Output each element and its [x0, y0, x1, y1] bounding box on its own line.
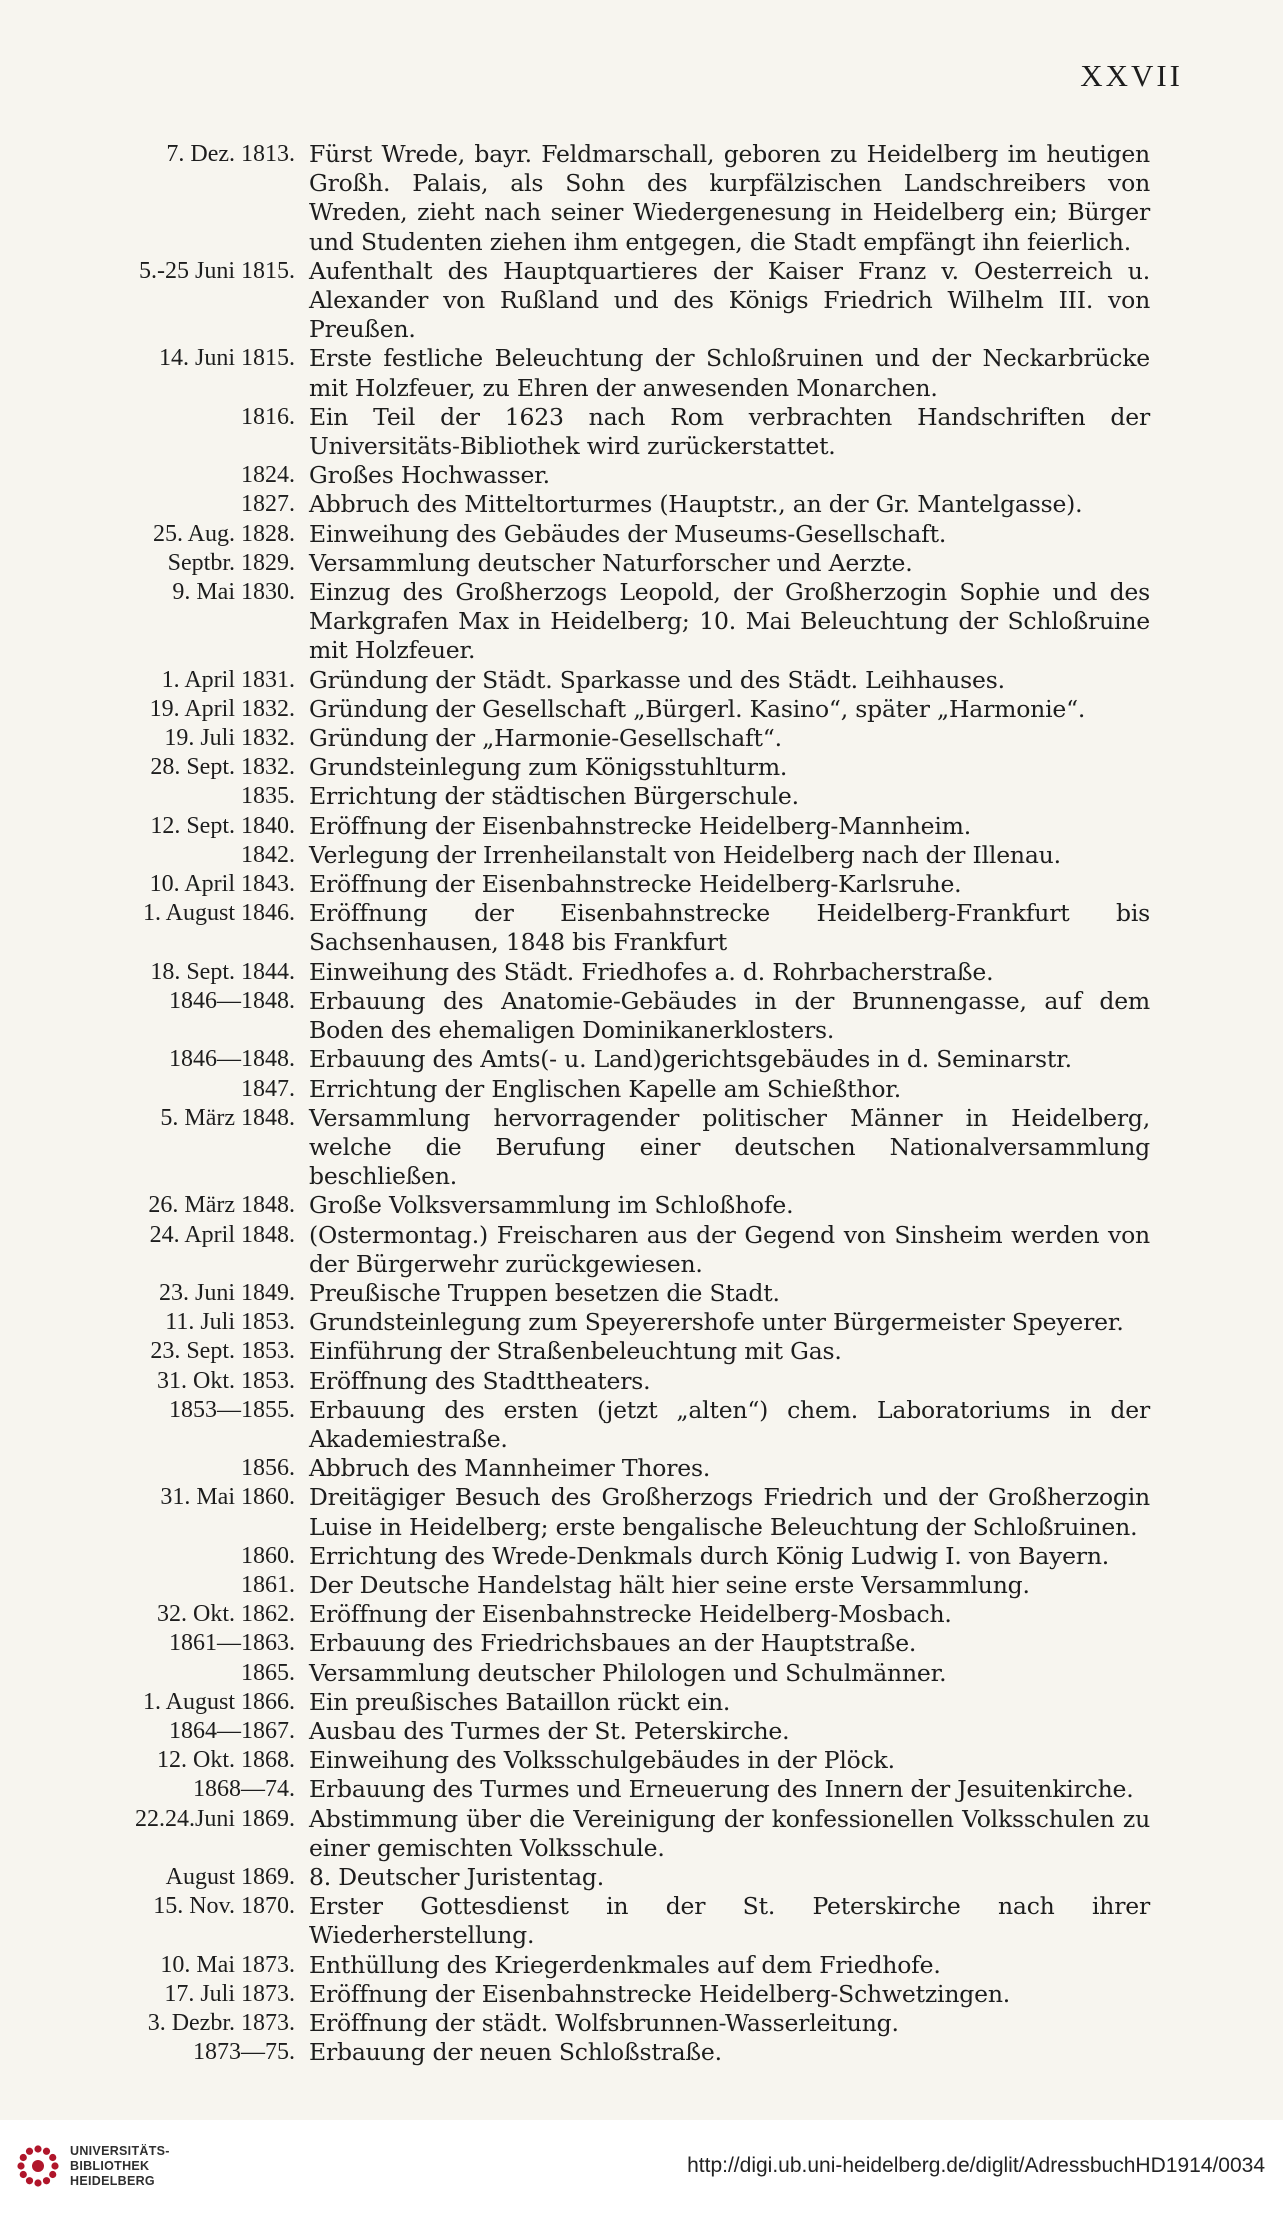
chronicle-entry: [60, 987, 1150, 1045]
entry-date: 1846—1848.: [169, 1046, 295, 1073]
entry-text: Eröffnung der Eisenbahnstrecke Heidelberg-Mosbach.: [309, 1600, 952, 1629]
chronicle-entry: [60, 1863, 1150, 1892]
entry-date: 10. April 1843.: [149, 871, 295, 898]
entry-text: Erbauung der neuen Schloßstraße.: [309, 2038, 722, 2067]
chronicle-entry: [60, 1279, 1150, 1308]
entry-date: 22.24.Juni 1869.: [134, 1805, 295, 1832]
chronicle-entry: [60, 1980, 1150, 2009]
entry-date: 12. Okt. 1868.: [157, 1747, 295, 1774]
entry-text: Einweihung des Volksschulgebäudes in der Plöck.: [309, 1746, 895, 1775]
entry-date: 1835.: [241, 783, 295, 810]
chronicle-entry: [60, 1805, 1150, 1863]
entry-date: 19. April 1832.: [149, 695, 295, 722]
entry-date: 1864—1867.: [169, 1717, 295, 1744]
entry-date: 18. Sept. 1844.: [150, 958, 295, 985]
entry-text: Errichtung der Englischen Kapelle am Schießthor.: [309, 1074, 902, 1103]
entry-date: 1847.: [241, 1075, 295, 1102]
entry-date: 17. Juli 1873.: [164, 1980, 295, 2007]
entry-text: Versammlung deutscher Philologen und Schulmänner.: [309, 1658, 947, 1687]
chronicle-entry: [60, 1659, 1150, 1688]
entry-text: Erster Gottesdienst in der St. Peterskirche nach ihrer Wiederherstellung.: [309, 1892, 1150, 1950]
logo-dot: [49, 2171, 56, 2178]
chronicle-entry: [60, 1191, 1150, 1220]
entry-text: Errichtung des Wrede-Denkmals durch König Ludwig I. von Bayern.: [309, 1541, 1110, 1570]
entry-text: Erbauung des Amts(- u. Land)gerichtsgebäudes in d. Seminarstr.: [309, 1045, 1072, 1074]
entry-date: 1868—74.: [193, 1776, 295, 1803]
chronicle-entry: [60, 1688, 1150, 1717]
entry-text: Versammlung deutscher Naturforscher und Aerzte.: [309, 548, 913, 577]
entry-date: 5. März 1848.: [160, 1104, 295, 1131]
chronicle-entry: [60, 1337, 1150, 1366]
chronicle-entry: [60, 1746, 1150, 1775]
chronicle-entry: [60, 1308, 1150, 1337]
chronicle-entry: [60, 695, 1150, 724]
logo-dot: [51, 2162, 58, 2169]
entry-text: Erbauung des Friedrichsbaues an der Hauptstraße.: [309, 1629, 917, 1658]
entry-text: Erbauung des Anatomie-Gebäudes in der Brunnengasse, auf dem Boden des ehemaligen Dominikanerklosters.: [309, 986, 1150, 1045]
entry-date: 23. Juni 1849.: [158, 1279, 295, 1306]
chronicle-entry: [60, 1542, 1150, 1571]
entry-date: 1853—1855.: [169, 1396, 295, 1423]
page-number: XXVII: [1080, 58, 1183, 93]
entry-date: 9. Mai 1830.: [172, 579, 295, 606]
chronicle-entry: [60, 1600, 1150, 1629]
entry-text: Abstimmung über die Vereinigung der konfessionellen Volksschulen zu einer gemischten Volksschule.: [309, 1804, 1150, 1862]
entry-text: Errichtung der städtischen Bürgerschule.: [309, 782, 799, 811]
entry-text: Gründung der Gesellschaft „Bürgerl. Kasino“, später „Harmonie“.: [309, 694, 1086, 723]
logo-dot: [17, 2162, 24, 2169]
entry-text: Einweihung des Städt. Friedhofes a. d. Rohrbacherstraße.: [309, 957, 994, 986]
entry-date: 1. August 1866.: [142, 1688, 295, 1715]
entry-text: Eröffnung der Eisenbahnstrecke Heidelberg-Karlsruhe.: [309, 870, 962, 899]
library-logo-icon: [14, 2142, 62, 2190]
entry-date: 7. Dez. 1813.: [166, 141, 295, 167]
chronicle-entry: [60, 2009, 1150, 2038]
entry-date: 23. Sept. 1853.: [150, 1338, 295, 1365]
entry-text: Erbauung des ersten (jetzt „alten“) chem. Laboratoriums in der Akademiestraße.: [309, 1395, 1150, 1453]
chronicle-entry: [60, 724, 1150, 753]
entry-date: 1842.: [241, 841, 295, 868]
footer: [0, 2120, 1283, 2214]
entry-date: 25. Aug. 1828.: [152, 520, 295, 547]
chronicle-entry: [60, 578, 1150, 666]
chronicle-entry: [60, 257, 1150, 345]
chronicle-entry: [60, 666, 1150, 695]
entry-text: Preußische Truppen besetzen die Stadt.: [309, 1278, 780, 1307]
logo-dot: [43, 2177, 50, 2184]
entry-text: Großes Hochwasser.: [309, 461, 550, 490]
logo-dot: [26, 2177, 33, 2184]
entry-text: Eröffnung der Eisenbahnstrecke Heidelberg-Frankfurt bis Sachsenhausen, 1848 bis Frankfurt: [309, 899, 1150, 957]
entry-text: Erste festliche Beleuchtung der Schloßruinen und der Neckarbrücke mit Holzfeuer, zu Ehren der anwesenden Monarchen.: [309, 344, 1150, 402]
entry-date: 1827.: [241, 491, 295, 518]
logo-dot: [34, 2145, 41, 2152]
entry-date: 26. März 1848.: [148, 1192, 295, 1219]
entry-date: 1873—75.: [193, 2039, 295, 2066]
entry-text: Abbruch des Mannheimer Thores.: [309, 1454, 711, 1483]
entry-text: Eröffnung der städt. Wolfsbrunnen-Wasserleitung.: [309, 2009, 899, 2037]
entry-date: August 1869.: [165, 1863, 295, 1890]
entry-date: 28. Sept. 1832.: [150, 754, 295, 781]
chronicle-entry: [60, 1396, 1150, 1454]
entry-date: 11. Juli 1853.: [165, 1309, 295, 1336]
entry-date: 3. Dezbr. 1873.: [147, 2010, 295, 2036]
entry-text: Einführung der Straßenbeleuchtung mit Gas.: [309, 1337, 842, 1366]
chronicle-entry: [60, 782, 1150, 811]
library-name-line: UNIVERSITÄTS-: [70, 2144, 170, 2158]
entry-date: 24. April 1848.: [149, 1221, 295, 1248]
entry-text: Fürst Wrede, bayr. Feldmarschall, geboren zu Heidelberg im heutigen Großh. Palais, als Sohn des kurpfälzischen Landschreibers von Wreden, zieht nach seiner Wiedergenesung in Heidelberg ein; Bürger und Studenten ziehen ihm entgegen, die Stadt empfängt ihn feierlich.: [309, 140, 1150, 256]
entry-date: 31. Mai 1860.: [160, 1484, 295, 1511]
chronicle-entry: [60, 1075, 1150, 1104]
entry-text: Der Deutsche Handelstag hält hier seine erste Versammlung.: [309, 1570, 1030, 1599]
logo-dot: [20, 2154, 27, 2161]
entry-date: 1856.: [241, 1455, 295, 1482]
entry-text: (Ostermontag.) Freischaren aus der Gegend von Sinsheim werden von der Bürgerwehr zurückgewiesen.: [309, 1220, 1150, 1278]
entry-text: Einweihung des Gebäudes der Museums-Gesellschaft.: [309, 519, 947, 548]
source-url-link[interactable]: http://digi.ub.uni-heidelberg.de/diglit/AdressbuchHD1914/0034: [687, 2154, 1265, 2177]
entry-date: 1824.: [241, 462, 295, 489]
logo-center-dot: [32, 2160, 44, 2172]
entry-text: Eröffnung der Eisenbahnstrecke Heidelberg-Schwetzingen.: [309, 1979, 1011, 2008]
library-name-line: HEIDELBERG: [70, 2174, 155, 2188]
chronicle-entry: [60, 812, 1150, 841]
chronicle-entry: [60, 344, 1150, 402]
entry-text: Eröffnung des Stadttheaters.: [309, 1366, 651, 1395]
entry-date: 31. Okt. 1853.: [157, 1367, 295, 1394]
chronicle-entry: [60, 753, 1150, 782]
logo-dot: [43, 2148, 50, 2155]
chronicle-entry: [60, 1629, 1150, 1658]
logo-dot: [20, 2171, 27, 2178]
entry-date: 1846—1848.: [169, 987, 295, 1014]
entry-date: 1. August 1846.: [142, 900, 295, 927]
entry-date: 14. Juni 1815.: [158, 345, 295, 372]
chronicle-entry: [60, 403, 1150, 461]
entry-date: 1861.: [241, 1571, 295, 1598]
chronicle-entry: [60, 2038, 1150, 2067]
entry-text: 8. Deutscher Juristentag.: [309, 1862, 605, 1891]
chronicle-entry: [60, 1454, 1150, 1483]
logo-dot: [34, 2179, 41, 2186]
entry-text: Ausbau des Turmes der St. Peterskirche.: [309, 1716, 790, 1745]
entry-date: 19. Juli 1832.: [164, 725, 295, 752]
chronicle-entry: [60, 1571, 1150, 1600]
entry-text: Dreitägiger Besuch des Großherzogs Friedrich und der Großherzogin Luise in Heidelberg; erste bengalische Beleuchtung der Schloßruinen.: [309, 1483, 1150, 1541]
chronicle-entry: [60, 1951, 1150, 1980]
entry-text: Grundsteinlegung zum Königsstuhlturm.: [309, 753, 788, 782]
entry-date: Septbr. 1829.: [167, 549, 295, 576]
entry-text: Enthüllung des Kriegerdenkmales auf dem Friedhofe.: [309, 1950, 941, 1979]
chronicle-entry: [60, 1367, 1150, 1396]
chronicle-entry: [60, 1775, 1150, 1804]
chronicle-entry: [60, 958, 1150, 987]
chronicle-entry: [60, 1221, 1150, 1279]
entry-text: Ein preußisches Bataillon rückt ein.: [309, 1687, 731, 1716]
entry-text: Grundsteinlegung zum Speyerershofe unter Bürgermeister Speyerer.: [309, 1308, 1124, 1337]
chronicle-entry: [60, 520, 1150, 549]
chronicle-entry: [60, 1045, 1150, 1074]
entry-text: Große Volksversammlung im Schloßhofe.: [309, 1191, 794, 1220]
entry-date: 1861—1863.: [169, 1630, 295, 1657]
chronicle-entry: [60, 899, 1150, 957]
chronicle-entry: [60, 841, 1150, 870]
chronicle-entry: [60, 1104, 1150, 1192]
chronicle-entry: [60, 490, 1150, 519]
chronicle-entry: [60, 1892, 1150, 1950]
logo-dot: [49, 2154, 56, 2161]
chronicle-entry: [60, 549, 1150, 578]
entry-text: Versammlung hervorragender politischer Männer in Heidelberg, welche die Berufung einer deutschen Nationalversammlung beschließen.: [309, 1103, 1150, 1191]
entry-text: Gründung der „Harmonie-Gesellschaft“.: [309, 724, 782, 753]
entry-text: Eröffnung der Eisenbahnstrecke Heidelberg-Mannheim.: [309, 811, 972, 840]
library-name-line: BIBLIOTHEK: [70, 2159, 150, 2173]
chronicle-entry: [60, 1717, 1150, 1746]
logo-dot: [26, 2148, 33, 2155]
entry-text: Einzug des Großherzogs Leopold, der Großherzogin Sophie und des Markgrafen Max in Heidelberg; 10. Mai Beleuchtung der Schloßruine mit Holzfeuer.: [309, 578, 1150, 665]
entry-date: 10. Mai 1873.: [160, 1951, 295, 1978]
chronicle-list: [60, 140, 1150, 2067]
entry-date: 1865.: [241, 1659, 295, 1686]
chronicle-entry: [60, 1483, 1150, 1541]
entry-text: Abbruch des Mitteltorturmes (Hauptstr., an der Gr. Mantelgasse).: [309, 490, 1083, 519]
entry-text: Verlegung der Irrenheilanstalt von Heidelberg nach der Illenau.: [309, 840, 1061, 869]
entry-date: 15. Nov. 1870.: [153, 1893, 295, 1920]
entry-text: Gründung der Städt. Sparkasse und des Städt. Leihhauses.: [309, 665, 1005, 694]
entry-date: 12. Sept. 1840.: [150, 812, 295, 839]
entry-text: Erbauung des Turmes und Erneuerung des Innern der Jesuitenkirche.: [309, 1775, 1134, 1804]
chronicle-entry: [60, 870, 1150, 899]
entry-date: 1. April 1831.: [161, 666, 295, 693]
chronicle-entry: [60, 461, 1150, 490]
library-name: [70, 2144, 170, 2189]
entry-text: Aufenthalt des Hauptquartieres der Kaiser Franz v. Oesterreich u. Alexander von Rußland und des Königs Friedrich Wilhelm III. von Preußen.: [309, 256, 1150, 344]
entry-date: 5.-25 Juni 1815.: [139, 257, 295, 284]
entry-date: 1816.: [241, 403, 295, 430]
entry-text: Ein Teil der 1623 nach Rom verbrachten Handschriften der Universitäts-Bibliothek wird zurückerstattet.: [309, 402, 1150, 461]
entry-date: 32. Okt. 1862.: [157, 1601, 295, 1628]
chronicle-entry: [60, 140, 1150, 257]
entry-date: 1860.: [241, 1542, 295, 1569]
